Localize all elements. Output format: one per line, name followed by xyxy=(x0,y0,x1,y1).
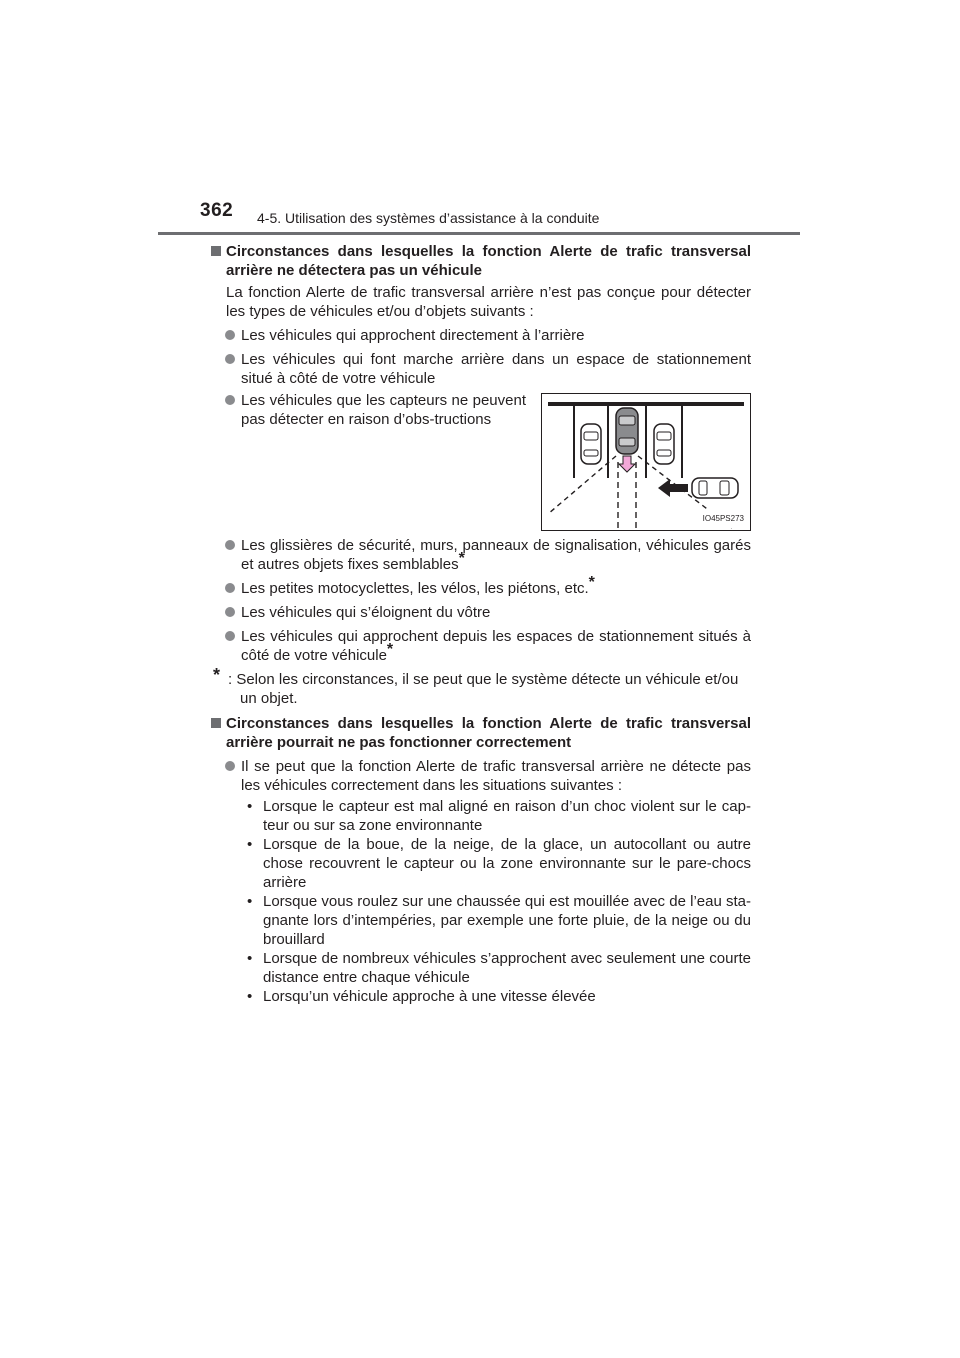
figure-row xyxy=(211,391,751,531)
situation-item: • Lorsqu’un véhicule approche à une vitesse élevée xyxy=(247,988,596,1005)
round-bullet-icon xyxy=(225,583,235,593)
footnote: * : Selon les circonstances, il se peut que le système détecte un véhicule et/ou un objet. xyxy=(213,665,739,707)
approach-arrow-icon xyxy=(658,479,688,497)
heading-text: Circonstances dans lesquelles la fonction Alerte de trafic transversal arrière ne détectera pas un véhicule xyxy=(226,243,751,279)
reverse-arrow-icon xyxy=(619,456,635,472)
parking-diagram xyxy=(541,393,751,531)
situation-item: • Lorsque le capteur est mal aligné en raison d’un choc violent sur le cap-teur ou sur sa zone environnante xyxy=(247,798,751,834)
round-bullet-icon xyxy=(225,631,235,641)
situation-item: • Lorsque de la boue, de la neige, de la glace, un autocollant ou autre chose recouvrent le capteur ou la zone environnante sur le pare-chocs arrière xyxy=(247,836,751,891)
own-car xyxy=(616,408,638,454)
wall-line xyxy=(548,402,744,406)
list-item: Il se peut que la fonction Alerte de trafic transversal arrière ne détecte pas les véhicules correctement dans les situations suivantes : xyxy=(211,757,751,795)
round-bullet-icon xyxy=(225,354,235,364)
section-title: 4-5. Utilisation des systèmes d’assistance à la conduite xyxy=(257,210,600,226)
header-rule xyxy=(158,232,800,235)
approaching-car xyxy=(692,478,738,498)
list-item: Les véhicules qui approchent directement à l’arrière xyxy=(211,326,751,345)
round-bullet-icon xyxy=(225,607,235,617)
situation-item: • Lorsque vous roulez sur une chaussée qui est mouillée avec de l’eau sta-gnante lors d’intempéries, par exemple une forte pluie, de la neige ou du brouillard xyxy=(247,893,751,948)
asterisk-mark: * xyxy=(458,550,465,567)
list-item: Les véhicules qui approchent depuis les espaces de stationnement situés à côté de votre véhicule* xyxy=(211,627,751,665)
square-bullet-icon xyxy=(211,246,221,256)
list-item: Les glissières de sécurité, murs, panneaux de signalisation, véhicules garés et autres objets fixes semblables* xyxy=(211,536,751,574)
list-item: Les véhicules que les capteurs ne peuvent pas détecter en raison d’obs-tructions xyxy=(211,391,526,531)
section-heading-1 xyxy=(211,242,751,280)
situation-list xyxy=(211,797,751,1006)
situation-item: • Lorsque de nombreux véhicules s’approchent avec seulement une courte distance entre chaque véhicule xyxy=(247,950,751,986)
detection-line-left xyxy=(548,456,616,514)
round-bullet-icon xyxy=(225,330,235,340)
parked-car-left xyxy=(581,424,601,464)
round-bullet-icon xyxy=(225,395,235,405)
page-content xyxy=(211,242,751,1006)
round-bullet-icon xyxy=(225,540,235,550)
page-number: 362 xyxy=(200,200,234,221)
round-bullet-icon xyxy=(225,761,235,771)
heading-text: Circonstances dans lesquelles la fonction Alerte de trafic transversal arrière pourrait ne pas fonctionner correctement xyxy=(226,715,751,751)
square-bullet-icon xyxy=(211,718,221,728)
asterisk-mark: * xyxy=(386,641,394,658)
list-item: Les véhicules qui font marche arrière dans un espace de stationnement situé à côté de votre véhicule xyxy=(211,350,751,388)
asterisk-mark: * xyxy=(588,574,595,591)
section-heading-2 xyxy=(211,714,751,752)
intro-paragraph: La fonction Alerte de trafic transversal arrière n’est pas conçue pour détecter les types de véhicules et/ou d’objets suivants : xyxy=(226,284,751,320)
list-item: Les véhicules qui s’éloignent du vôtre xyxy=(211,603,751,622)
list-item: Les petites motocyclettes, les vélos, les piétons, etc.* xyxy=(211,579,751,598)
figure-code: IO45PS273 xyxy=(701,509,746,528)
parked-car-right xyxy=(654,424,674,464)
